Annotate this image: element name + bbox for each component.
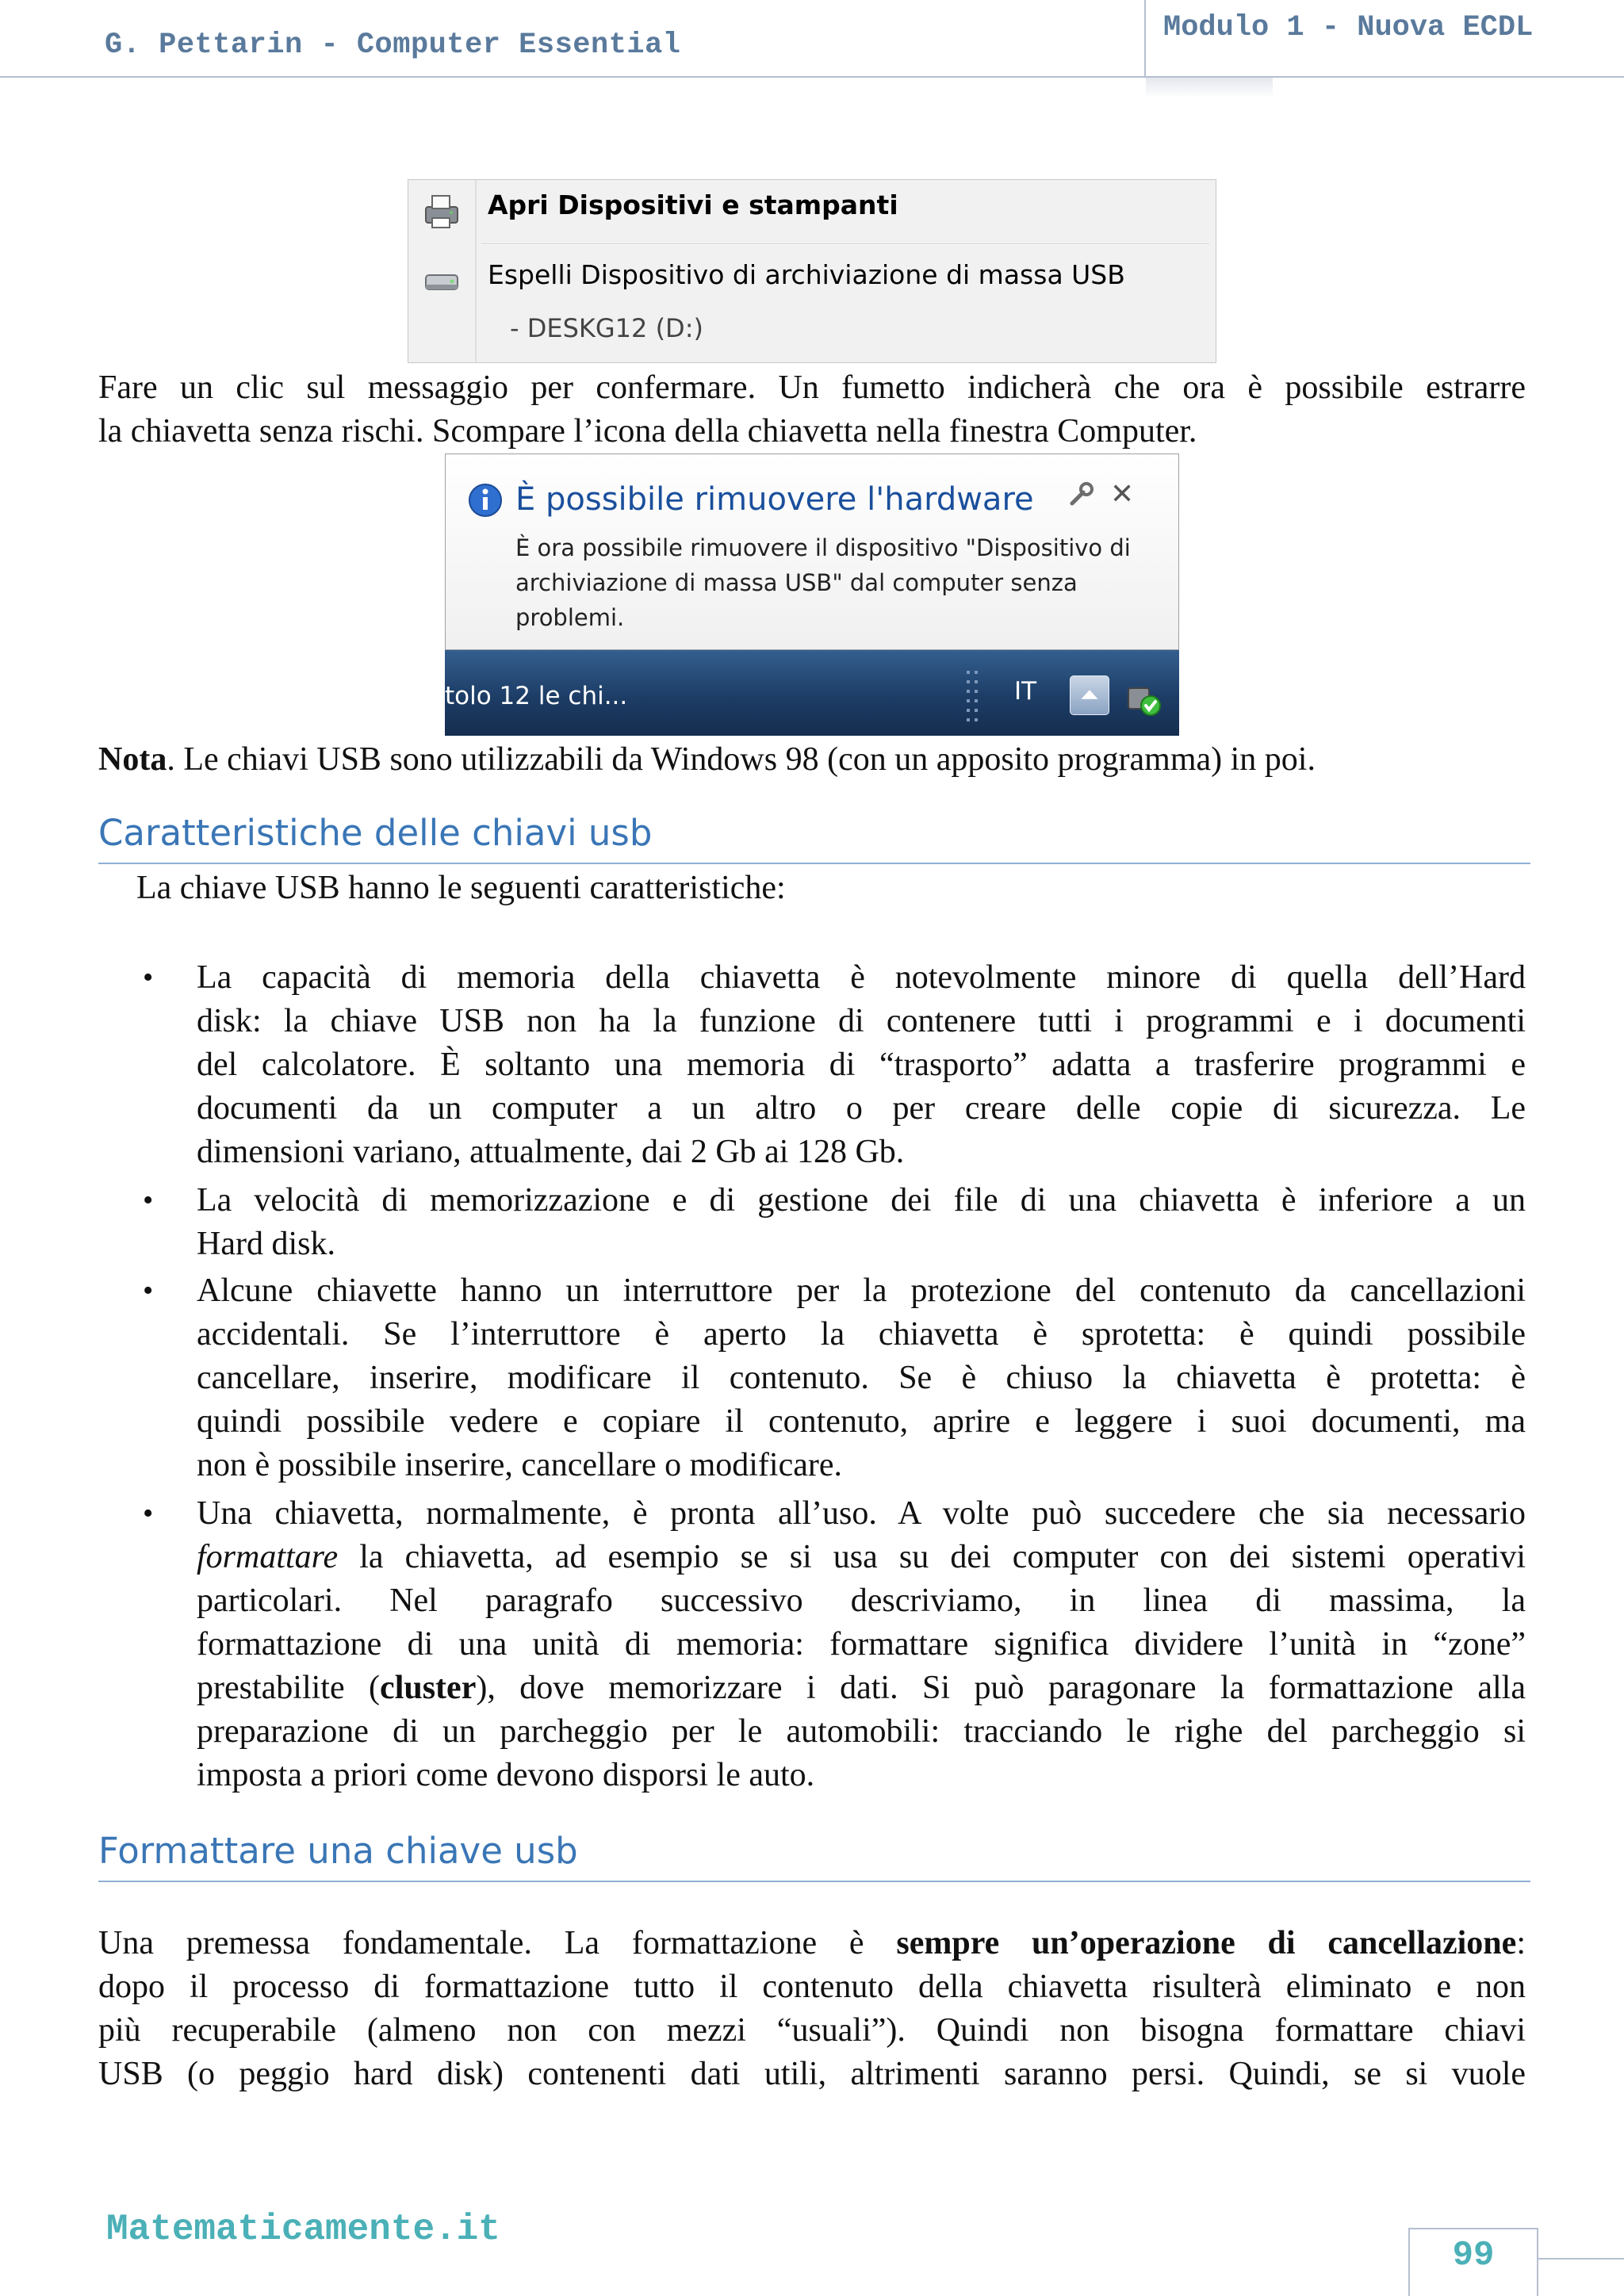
page-number: 99 xyxy=(1452,2236,1495,2275)
intro-line-2: la chiavetta senza rischi. Scompare l’icona della chiavetta nella finestra Computer. xyxy=(98,413,1197,450)
bullet-line: accidentali. Se l’interruttore è aperto la chiavetta è sprotetta: è quindi possibile xyxy=(197,1316,1526,1353)
bullet-line: Alcune chiavette hanno un interruttore per la protezione del contenuto da cancellazioni xyxy=(197,1272,1526,1309)
bullet-line: prestabilite (cluster), dove memorizzare i dati. Si può paragonare la formattazione alla xyxy=(197,1670,1526,1706)
bullet-formatting xyxy=(197,1492,1526,1797)
context-menu-screenshot xyxy=(408,179,1216,363)
section-heading-characteristics: Caratteristiche delle chiavi usb xyxy=(98,812,653,854)
menu-item-eject-usb: Espelli Dispositivo di archiviazione di massa USB xyxy=(488,259,1125,290)
bullet-marker: • xyxy=(143,1184,154,1217)
bullet-marker: • xyxy=(143,961,154,994)
bullet-line: Una chiavetta, normalmente, è pronta all’uso. A volte può succedere che sia necessario xyxy=(197,1495,1526,1532)
section2-paragraph xyxy=(98,1922,1526,2096)
nota-paragraph xyxy=(98,738,1542,782)
bullet-line: documenti da un computer a un altro o per creare delle copie di sicurezza. Le xyxy=(197,1090,1526,1127)
safely-remove-hardware-icon xyxy=(1124,679,1163,718)
menu-item-open-devices: Apri Dispositivi e stampanti xyxy=(488,189,898,220)
bullet-line: dimensioni variano, attualmente, dai 2 Gb ai 128 Gb. xyxy=(197,1134,905,1170)
balloon-screenshot xyxy=(445,453,1179,736)
taskbar xyxy=(445,650,1179,736)
section-heading-rule xyxy=(98,863,1530,864)
nota-text: . Le chiavi USB sono utilizzabili da Windows 98 (con un apposito programma) in poi. xyxy=(167,741,1316,778)
taskbar-grip-icon xyxy=(965,669,981,725)
paragraph-line: Una premessa fondamentale. La formattazione è sempre un’operazione di cancellazione: xyxy=(98,1925,1526,1961)
language-indicator: IT xyxy=(1014,677,1037,706)
bullet-line: Hard disk. xyxy=(197,1226,335,1262)
bold-cluster: cluster xyxy=(380,1670,477,1706)
menu-item-drive: - DESKG12 (D:) xyxy=(510,313,703,343)
bullet-line: cancellare, inserire, modificare il contenuto. Se è chiuso la chiavetta è protetta: è xyxy=(197,1360,1526,1396)
bullet-line: preparazione di un parcheggio per le automobili: tracciando le righe del parcheggio si xyxy=(197,1713,1526,1750)
balloon-message: È ora possibile rimuovere il dispositivo "Dispositivo di archiviazione di massa USB" dal computer senza problemi. xyxy=(515,534,1131,631)
header-shadow xyxy=(1146,78,1273,98)
bullet-line: non è possibile inserire, cancellare o modificare. xyxy=(197,1447,842,1483)
section-heading-rule xyxy=(98,1881,1530,1882)
section1-intro: La chiave USB hanno le seguenti caratteristiche: xyxy=(136,870,786,906)
taskbar-window-label: tolo 12 le chi... xyxy=(445,682,628,710)
emphasis-formattare: formattare xyxy=(197,1539,339,1575)
balloon-notification xyxy=(445,453,1179,650)
bullet-write-protect xyxy=(197,1269,1526,1487)
bullet-line: La velocità di memorizzazione e di gestione dei file di una chiavetta è inferiore a un xyxy=(197,1182,1526,1219)
bullet-line: quindi possibile vedere e copiare il contenuto, aprire e leggere i suoi documenti, ma xyxy=(197,1403,1526,1440)
info-icon xyxy=(468,483,503,518)
header-rule xyxy=(0,76,1146,78)
bullet-line: formattare la chiavetta, ad esempio se si usa su dei computer con dei sistemi operativi xyxy=(197,1539,1526,1575)
bullet-speed xyxy=(197,1179,1526,1266)
footer-site-name: Matematicamente.it xyxy=(106,2209,500,2250)
wrench-icon xyxy=(1067,481,1094,508)
bullet-marker: • xyxy=(143,1497,154,1530)
section-heading-format: Formattare una chiave usb xyxy=(98,1830,578,1872)
bold-cancellazione: sempre un’operazione di cancellazione xyxy=(896,1925,1517,1961)
header-author: G. Pettarin - Computer Essential xyxy=(105,29,681,62)
balloon-title: È possibile rimuovere l'hardware xyxy=(515,481,1034,518)
paragraph-line: USB (o peggio hard disk) contenenti dati utili, altrimenti saranno persi. Quindi, se si vuole xyxy=(98,2056,1526,2092)
printer-icon xyxy=(421,191,462,232)
intro-line-1: Fare un clic sul messaggio per confermare. Un fumetto indicherà che ora è possibile estrarre xyxy=(98,369,1526,406)
show-hidden-icons-button xyxy=(1070,675,1109,715)
bullet-line: disk: la chiave USB non ha la funzione di contenere tutti i programmi e i documenti xyxy=(197,1003,1526,1039)
chevron-up-icon xyxy=(1071,676,1109,714)
header-module: Modulo 1 - Nuova ECDL xyxy=(1163,11,1534,44)
menu-gutter xyxy=(475,180,477,362)
bullet-capacity xyxy=(197,956,1526,1174)
close-icon: ✕ xyxy=(1110,478,1135,511)
bullet-marker: • xyxy=(143,1274,154,1307)
menu-separator xyxy=(481,243,1209,245)
bullet-line: formattazione di una unità di memoria: formattare significa dividere l’unità in “zone” xyxy=(197,1626,1526,1663)
bullet-line: imposta a priori come devono disporsi le auto. xyxy=(197,1757,815,1793)
bullet-line: particolari. Nel paragrafo successivo descriviamo, in linea di massima, la xyxy=(197,1582,1526,1619)
usb-drive-icon xyxy=(421,262,462,304)
paragraph-line: più recuperabile (almeno non con mezzi “usuali”). Quindi non bisogna formattare chiavi xyxy=(98,2012,1526,2049)
nota-label: Nota xyxy=(98,741,167,778)
bullet-line: La capacità di memoria della chiavetta è notevolmente minore di quella dell’Hard xyxy=(197,959,1526,996)
bullet-line: del calcolatore. È soltanto una memoria di “trasporto” adatta a trasferire programmi e xyxy=(197,1047,1526,1083)
paragraph-line: dopo il processo di formattazione tutto il contenuto della chiavetta risulterà eliminato e non xyxy=(98,1969,1526,2005)
